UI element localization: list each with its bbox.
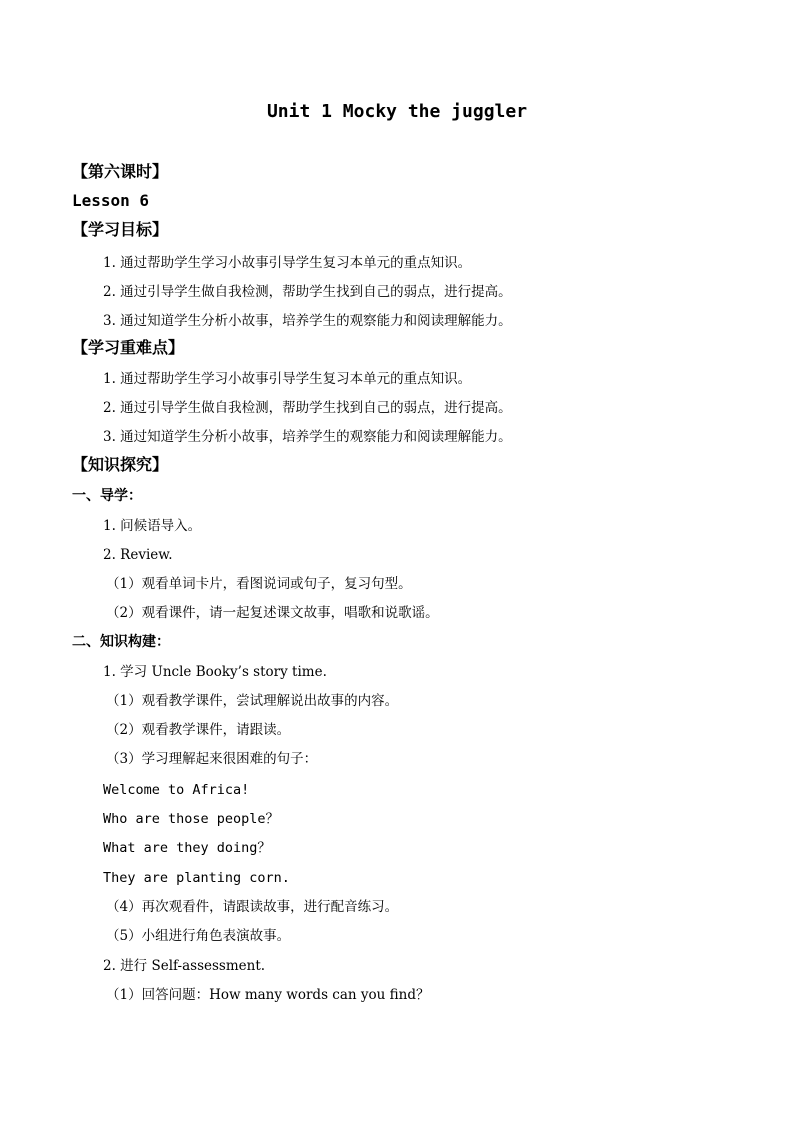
key-points-heading: 【学习重难点】 [72,338,185,357]
lesson-label: Lesson 6 [72,191,150,210]
part2-line-2: （1）观看教学课件，尝试理解说出故事的内容。 [106,693,399,709]
key-point-item-3: 3. 通过知道学生分析小故事，培养学生的观察能力和阅读理解能力。 [103,429,512,445]
key-point-item-2: 2. 通过引导学生做自我检测，帮助学生找到自己的弱点，进行提高。 [103,400,512,416]
part2-sentence-2: Who are those people？ [103,811,280,827]
part2-line-12: （1）回答问题：How many words can you find？ [106,987,430,1003]
objective-item-2: 2. 通过引导学生做自我检测，帮助学生找到自己的弱点，进行提高。 [103,284,512,300]
objective-item-3: 3. 通过知道学生分析小故事，培养学生的观察能力和阅读理解能力。 [103,313,512,329]
part2-sentence-1: Welcome to Africa! [103,782,250,798]
part1-line-3: （1）观看单词卡片，看图说词或句子，复习句型。 [106,576,412,592]
page-title: Unit 1 Mocky the juggler [266,101,528,122]
part2-sentence-4: They are planting corn. [103,870,290,886]
part2-line-9: （4）再次观看件，请跟读故事，进行配音练习。 [106,899,399,915]
key-point-item-1: 1. 通过帮助学生学习小故事引导学生复习本单元的重点知识。 [103,371,472,387]
part1-line-4: （2）观看课件，请一起复述课文故事，唱歌和说歌谣。 [106,605,439,621]
part2-line-11: 2. 进行 Self-assessment. [103,958,266,974]
objective-item-1: 1. 通过帮助学生学习小故事引导学生复习本单元的重点知识。 [103,255,472,271]
period-heading: 【第六课时】 [72,162,169,181]
part2-line-4: （3）学习理解起来很困难的句子： [106,751,318,767]
part2-heading: 二、知识构建： [72,634,170,650]
part2-line-10: （5）小组进行角色表演故事。 [106,928,291,944]
part1-line-1: 1. 问候语导入。 [103,518,202,534]
objectives-heading: 【学习目标】 [72,220,169,239]
part1-line-2: 2. Review. [103,547,173,563]
part2-sentence-3: What are they doing？ [103,840,271,856]
part1-heading: 一、导学： [72,488,142,504]
part2-line-1: 1. 学习 Uncle Booky’s story time. [103,664,327,680]
part2-line-3: （2）观看教学课件，请跟读。 [106,722,291,738]
exploration-heading: 【知识探究】 [72,455,169,474]
